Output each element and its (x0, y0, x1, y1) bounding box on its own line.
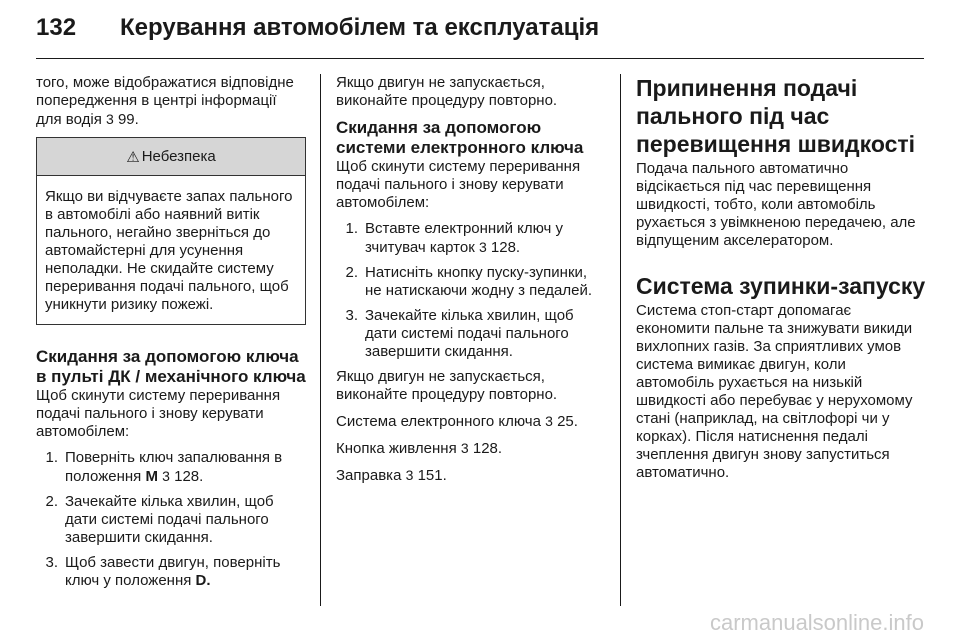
steps-list-remote-key (36, 449, 306, 590)
page-ref-link[interactable]: 128. (472, 440, 503, 457)
page-ref-icon: 3 (478, 239, 487, 255)
section-title-electronic-key: Скидання за допомогою системи електронного ключа (336, 118, 584, 157)
list-item: 2. Натисніть кнопку пуску-зупинки, не натискаючи жодну з педалей. (345, 264, 593, 299)
page-ref-icon: 3 (545, 413, 553, 429)
repeat-paragraph-2: Якщо двигун не запускається, виконайте процедуру повторно. (336, 368, 558, 403)
page-ref-link[interactable]: 128. (490, 239, 521, 256)
list-item: 3. Зачекайте кілька хвилин, щоб дати системі подачі пального завершити скидання. (345, 307, 574, 360)
page-ref-icon: 3 (405, 467, 414, 483)
section-title-fuel-cutoff: Припинення подачі пального під час перевищення швидкості (636, 75, 916, 157)
page-ref-link[interactable]: 25. (557, 413, 578, 430)
list-item: 2. Зачекайте кілька хвилин, щоб дати системі подачі пального завершити скидання. (45, 493, 274, 546)
warning-header (37, 138, 305, 176)
page-ref-link[interactable]: 99. (117, 111, 139, 128)
list-item: 1. Поверніть ключ запалювання в положення M 3 128. (45, 449, 283, 485)
page-ref-link[interactable]: 151. (417, 467, 447, 484)
page-ref-icon: 3 (106, 111, 114, 127)
list-item: 1. Вставте електронний ключ у зчитувач карток 3 128. (345, 220, 564, 256)
steps-list-electronic-key (336, 220, 606, 361)
chapter-title: Керування автомобілем та експлуатація (120, 14, 600, 41)
section-title-remote-key: Скидання за допомогою ключа в пульті ДК / механічного ключа (36, 347, 306, 386)
page-ref-link[interactable]: 128. (174, 468, 204, 485)
ref-line: Заправка 3 151. (336, 467, 447, 484)
page-header (36, 14, 599, 46)
warning-triangle-icon: ⚠ (126, 148, 140, 166)
column-3 (636, 74, 926, 482)
page-ref-icon: 3 (460, 440, 469, 456)
section-text-fuel-cutoff: Подача пального автоматично відсікається під час перевищення швидкості, тобто, коли автомобіль рухається з увімкненою передачею, але відпущеним акселератором. (636, 160, 916, 249)
section-text-stop-start: Система стоп-старт допомагає економити пальне та знижувати викиди вихлопних газів. За сприятливих умов система вимикає двигун, коли автомобіль рухається на низькій швидкості або перебуває у нерухомому стані (наприклад, на світлофорі чи у корках). Після натиснення педалі зчеплення двигун знову запуститься автоматично. (636, 302, 913, 481)
warning-title: Небезпека (141, 148, 216, 165)
warning-text: Якщо ви відчуваєте запах пального в автомобілі або наявний витік пального, негайно зверніться до автомайстерні для усунення неполадки. Не скидайте систему переривання подачі пального, щоб уникнути ризику пожежі. (45, 188, 293, 313)
watermark: carmanualsonline.info (709, 610, 924, 635)
section-text-electronic-key: Щоб скинути систему переривання подачі пального і знову керувати автомобілем: (336, 158, 581, 211)
warning-box (36, 137, 306, 325)
section-text-remote-key: Щоб скинути систему переривання подачі пального і знову керувати автомобілем: (36, 387, 281, 440)
intro-paragraph: того, може відображатися відповідне попередження в центрі інформації для водія 3 99. (36, 74, 294, 128)
section-title-stop-start: Система зупинки-запуску (636, 273, 926, 299)
column-1 (36, 74, 306, 597)
column-divider-1 (320, 74, 321, 606)
column-divider-2 (620, 74, 621, 606)
header-rule (36, 58, 924, 59)
page-ref-icon: 3 (162, 468, 170, 484)
list-item: 3. Щоб завести двигун, поверніть ключ у положення D. (45, 554, 281, 589)
ref-line: Кнопка живлення 3 128. (336, 440, 503, 457)
ref-line: Система електронного ключа 3 25. (336, 413, 578, 430)
column-2 (336, 74, 606, 493)
page-number: 132 (36, 14, 77, 41)
repeat-paragraph: Якщо двигун не запускається, виконайте процедуру повторно. (336, 74, 558, 109)
